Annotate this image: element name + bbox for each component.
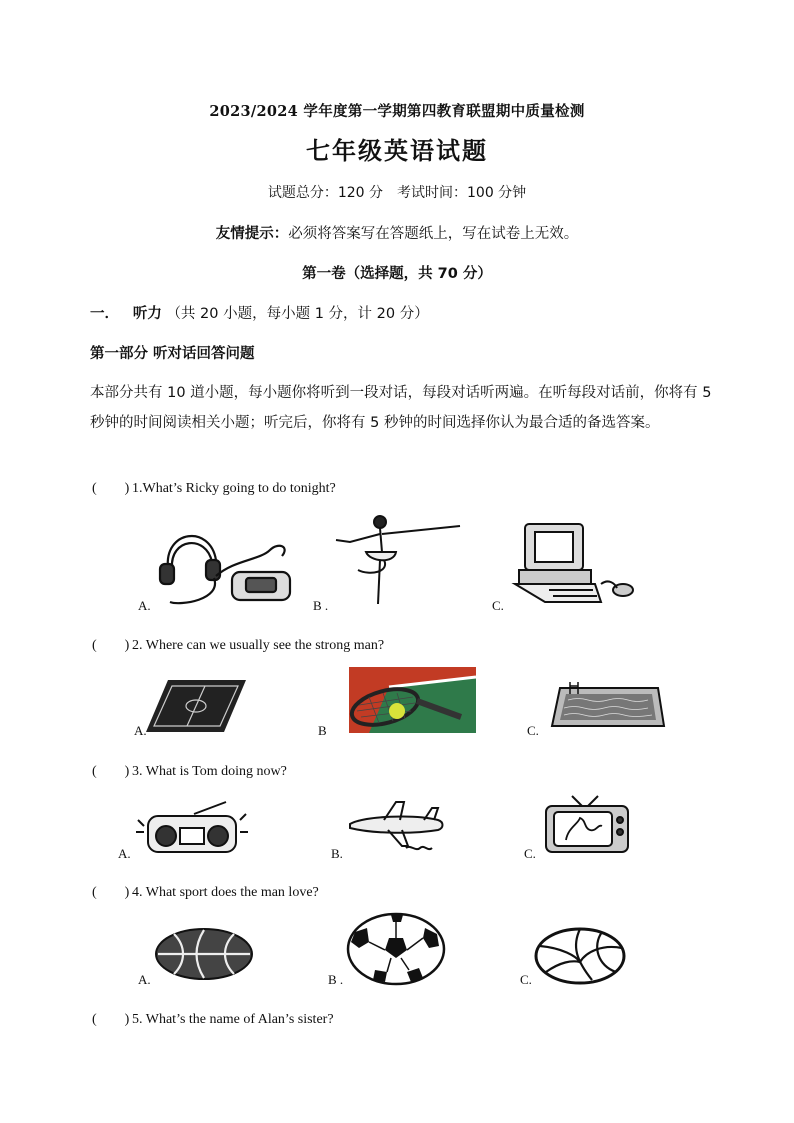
- option-label-c: C.: [492, 598, 504, 613]
- part-title: 第一部分 听对话回答问题: [90, 346, 255, 362]
- question-4: [92, 881, 319, 901]
- question-text: 4. What sport does the man love?: [132, 885, 319, 900]
- exam-header-line: 2023/2024 学年度第一学期第四教育联盟期中质量检测: [209, 103, 585, 120]
- football-field-icon: [144, 676, 248, 736]
- answer-bracket: ( ): [92, 638, 130, 653]
- question-1: [92, 477, 336, 497]
- page-title: 七年级英语试题: [306, 137, 488, 165]
- tip-label: 友情提示：: [215, 226, 289, 242]
- answer-bracket: ( ): [92, 1012, 130, 1027]
- option-label-b: B .: [313, 598, 329, 613]
- question-text: 2. Where can we usually see the strong man?: [132, 638, 385, 653]
- question-5: [92, 1008, 334, 1028]
- basketball-icon: [152, 926, 256, 982]
- airplane-icon: [344, 798, 448, 858]
- headphones-icon: [150, 520, 300, 610]
- volleyball-icon: [532, 926, 628, 986]
- volume-title: 第一卷（选择题，共 70 分）: [302, 266, 492, 282]
- option-label-a: A.: [138, 972, 151, 987]
- question-text: 3. What is Tom doing now?: [132, 764, 287, 779]
- question-3: [92, 760, 287, 780]
- option-label-a: A.: [134, 723, 147, 738]
- option-label-b: B .: [328, 972, 344, 987]
- friendly-tip: [0, 222, 794, 243]
- option-label-b: B: [318, 723, 327, 738]
- answer-bracket: ( ): [92, 885, 130, 900]
- computer-icon: [505, 518, 645, 608]
- tennis-racket-photo: [349, 667, 476, 733]
- ballet-dancer-icon: [330, 512, 470, 608]
- soccer-ball-icon: [345, 912, 447, 986]
- option-label-c: C.: [527, 723, 539, 738]
- tip-text: 必须将答案写在答题纸上，写在试卷上无效。: [288, 226, 579, 242]
- option-label-c: C.: [520, 972, 532, 987]
- question-text: 1.What’s Ricky going to do tonight?: [132, 481, 336, 496]
- swimming-pool-icon: [548, 680, 666, 734]
- answer-bracket: ( ): [92, 764, 130, 779]
- question-text: 5. What’s the name of Alan’s sister?: [132, 1012, 334, 1027]
- option-label-a: A.: [118, 846, 131, 861]
- question-2: [92, 634, 384, 654]
- exam-info: 试题总分：120 分 考试时间：100 分钟: [267, 185, 527, 201]
- section-name: 听力: [132, 306, 162, 322]
- television-icon: [538, 794, 636, 856]
- part-intro: 本部分共有 10 道小题，每小题你将听到一段对话，每段对话听两遍。在听每段对话前，你将有 5 秒钟的时间阅读相关小题；听完后，你将有 5 秒钟的时间选择你认为最合适的备选答案。: [90, 385, 712, 431]
- option-label-b: B.: [331, 846, 343, 861]
- section-desc: （共 20 小题，每小题 1 分，计 20 分）: [166, 306, 429, 322]
- option-label-c: C.: [524, 846, 536, 861]
- option-label-a: A.: [138, 598, 151, 613]
- section-heading: [90, 302, 429, 323]
- answer-bracket: ( ): [92, 481, 130, 496]
- radio-icon: [134, 800, 250, 856]
- section-number: 一．: [90, 306, 119, 322]
